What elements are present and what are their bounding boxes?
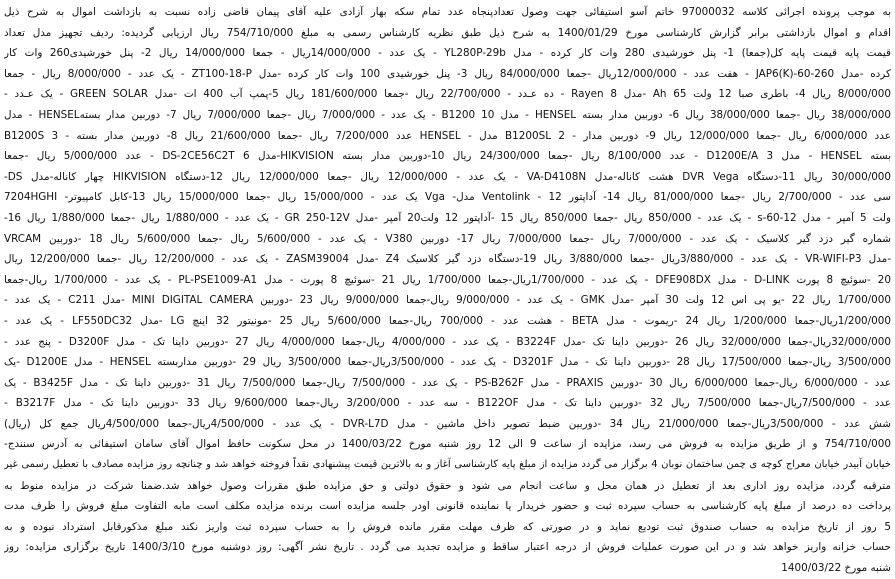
notice-line: 30/000/000 ریال 11-دستگاه DVR Vega هشت کاناله-مدل VA-D4108N - یک عدد - 12/000/000 ریال -جمعا 12/000/000 ریال 12-دستگاه HIKVISION چهار کاناله-مدل DS- [4,170,891,183]
notice-line: عدد - 7/500/000ریال-جمعا 7/500/000 ریال 32 -دوربین داینا تک - مدل B122OF - سه عدد - 3/200/000 ریال-جمعا 9/600/000 ریال 33 -دوربین داینا تک - مدل B3217F - [4,397,891,410]
notice-line: خیابان آبیدر خیابان معراج کوچه ی چمن ساختمان نوبان 4 برگزار می گردد مزایده از مبلغ پایه کارشناسی آغاز و به بالاترین قیمت پیشنهادی نقداً فروخته خواهد شد و چنانچه روز مزایده مصادف با تعطیل رسمی غیر [4,459,891,471]
notice-line: به موجب پرونده اجرائی کلاسه 97000032 خاتم آسو استیفائی جهت وصول تعدادپنجاه عدد تمام سکه بهار آزادی علیه آقای پیمان قاضی زاده نسبت به بازداشت اموال به شرح ذیل [4,6,891,18]
notice-line: 5 روز از تاریخ مزایده به حساب صندوق ثبت تودیع نماید و در صورتی که ظرف مهلت مقرر مانده فروش را به حساب سپرده ثبت واریز نکند مبلغ مذکورقابل استرداد نبوده و به [4,520,891,533]
notice-line: حساب خزانه واریز خواهد شد و در این صورت عملیات فروش از درجه اعتبار ساقط و مزایده تجدید می گردد . تاریخ نشر آگهی: روز دوشنبه مورخ 1400/3/10 تاریخ برگزاری مزایده: روز [4,541,891,554]
notice-line: مترقبه گردد، مزایده روز اداری بعد از تعطیل در همان محل و ساعت انجام می شود و حقوق دولتی و حق مزایده طبق مقررات وصول خواهد شد.ضمنا شرکت در مزایده منوط به [4,479,891,492]
notice-line: شماره گیر دزد گیر کلاسیک - یک عدد - 7/000/000 ریال -جمعا 7/000/000 ریال 17- دوربین V380 - یک عدد - 5/600/000 ریال -جمعا 5/600/000 ریال 18 -دوربین VRCAM [4,232,891,245]
notice-line: عدد - 6/000/000 ریال-جمعا 6/000/000 ریال 30 -دوربین PRAXIS - مدل PS-B262F - یک عدد - 7/500/000 ریال-جمعا 7/500/000 ریال 31 -دوربین داینا تک - مدل B3425F - یک [4,376,891,389]
notice-line: 8/000/000 ریال 4- باطری صبا 12 ولت 65 Ah -مدل Rayen 8 - ده عـدد - 22/700/000 ریال -جمعا 181/600/000 ریال 5-پمپ آب 400 ات -مدل GREEN SOLAR - یک عـدد - [4,88,891,101]
notice-line: شش عدد - 3/500/000ریال-جمعا 21/000/000 ریال 34 -دوربین ضبط تصویر داخل ماشین - مدل DVR-L7D - یک عدد - 4/500/000ریال-جمعا 4/500/000ریال جمع کل (ریال) [4,417,891,430]
notice-line: -مدل VR-WIFI-P3 - یک عدد - 3/880/000ریال -جمعا 3/880/000 ریال 19-دستگاه دزد گیر کلاسیک Z4 -مدل ZASM39004 - یک عدد - 12/200/000 ریال -جمعا 12/200/000 ریال [4,253,891,266]
notice-line: شنبه مورخ 1400/03/22 [781,562,891,575]
notice-line: 32/000/000ریال-جمعا 32/000/000 ریال 26 -دوربین داینا تک -مدل B3224F - یک عدد - 4/000/000 ریال-جمعا 4/000/000 ریال 27 -دوربین داینا تک - مدل D3200F - پنج عدد - [4,335,891,348]
notice-line: پرداخت ده درصد از مبلغ پایه کارشناسی به حساب سپرده ثبت و حضور خریدار یا نماینده قانونی اودر جلسه مزایده است برنده مزایده مکلف است مابه التفاوت مبلغ فروش را ظرف مدت [4,500,891,513]
notice-line: اقدام و اموال بازداشتی برابر گزارش کارشناسی مورخ 1400/01/29 به شرح ذیل طبق نظریه کارشناس رسمی به مبلغ 754/710/000 ریال ارزیابی گردیده: ردیف تجهیز مدل تعداد [4,26,891,39]
notice-line: بسته HENSEL - مدل D1200E/A 3 - عدد 8/100/000 ریال -جمعا 24/300/000 ریال 10-دوربین مدار بسته HIKVISION-مدل DS-2CE56C2T 6 - عدد 5/000/000 ریال -جمعا [4,150,891,163]
notice-line: 754/710/000 و از طریق مزایده به فروش می رسد، مزایده از ساعت 9 الی 12 روز شنبه مورخ 1400/03/22 در محل سکونت حافظ اموال آقای سامان استیفائی به آدرس سنندج- [4,438,891,451]
notice-line: 7204HGHI -یک عدد - 15/000/000 ریال -جمعا 15/000/000 ریال 13-کابل کامپیوتر Vga -مدل Ventolink - سی عدد - 2/700/000 ریال -جمعا 81/000/000 ریال 14- آداپتور 12 [4,191,891,204]
notice-line: 38/000/000 ریال -جمعا 38/000/000 ریال 6- دوربین مدار بسته HENSEL - مدل B1200 10 - یک عدد - 7/000/000 ریال -جمعا 7/000/000 ریال 7- دوربین مدار بستهHENSEL - مدل [4,108,891,121]
notice-line: 3/500/000 ریال-جمعا 17/500/000 ریال 28 -دوربین داینا تک - مدل D3201F - یک عدد - 3/500/000ریال-جمعا 3/500/000 ریال 29 -دوربین مداربسته HENSEL - مدل D1200E -یک [4,356,891,369]
notice-line: قیمت پایه قیمت پایه کل(جمعا) 1- پنل خورشیدی 280 وات کار کرده - مدل YL280P-29b - یک عدد - 14/000/000ریال - جمعا 14/000/000 ریال 2- پنل خورشیدی260 وات کار [4,47,891,60]
notice-line: 1/200/000ریال-جمعا 1/200/000 ریال 24 -ریموت - مدل BETA - هشت عدد - 700/000 ریال-جمعا 5/600/000 ریال 25 -مونیتور 32 اینچ LG -مدل LF550DC32 - یک عدد - [4,314,891,327]
notice-line: B1200S 3 - عدد 7/200/000 ریال -جمعا 21/600/000 ریال 8- دوربین مدار بسته HENSEL - مدل B1200SL 2 - عدد 6/000/000 ریال -جمعا 12/000/000 ریال 9- دوربین مدار [4,129,891,142]
notice-line: ولت 5 آمپر - مدل 12-60-s - یک عدد - 850/000 ریال -جمعا 850/000 ریال 15 -آداپتور 12 ولت20 آمپر -مدل GR 250-12V - یک عدد - 1/880/000 ریال -جمعا 1/880/000 ریال 16- [4,211,891,224]
notice-line: کرده -مدل JAP6(K)-60-260 - هفت عدد - 12/000/000ریال -جمعا 84/000/000 ریال 3- پنل خورشیدی 100 وات کار کرده -مدل ZT100-18-P - یک عدد - 8/000/000 ریال - جمعا [4,67,891,80]
notice-line: 1/700/000 ریال 22 -یو پی اس 12 ولت 30 آمپر -مدل GMK - یک عدد - 9/000/000 ریال-جمعا 9/000/000 ریال 23 -دوربین MINI DIGITAL CAMERA -مدل C211 - یک عدد - [4,294,891,307]
notice-line: 20 -سوئیچ 8 پورت D-LINK - مدل DFE908DX - یک عدد - 1/700/000ریال-جمعا 1/700/000 ریال 21 -سوئیچ 8 پورت - مدل PL-PSE1009-A1 - یک عدد - 1/700/000 ریال-جمعا [4,273,891,286]
